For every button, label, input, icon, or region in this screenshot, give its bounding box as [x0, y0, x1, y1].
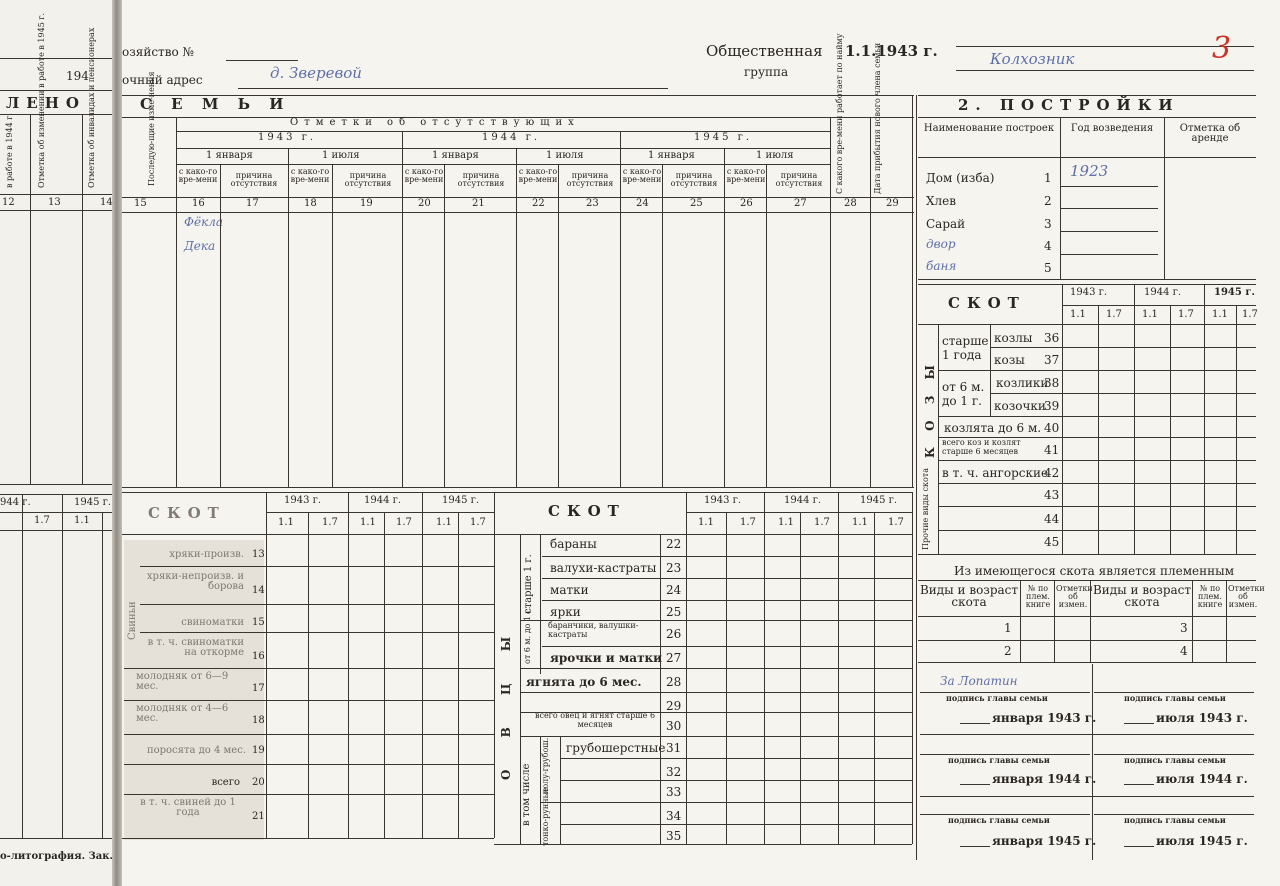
colnum-18: 18: [304, 198, 317, 209]
goat-row-41-label: всего коз и козлят старше 6 месяцев: [942, 438, 1021, 456]
building-4-name: двор: [926, 237, 956, 251]
left-colnum-14: 14: [100, 197, 113, 208]
since-label-6: с како-го вре-мени: [726, 167, 766, 184]
sheep-row-32-no: 32: [666, 765, 682, 779]
colnum-26: 26: [740, 198, 753, 209]
breeding-col-kind-1: Виды и возраст скота: [919, 583, 1019, 609]
sheep-side-label: О В Ц Ы: [499, 622, 513, 780]
period-jan-1943: 1 января: [206, 150, 253, 161]
period-jan-1944: 1 января: [432, 150, 479, 161]
hand-entry-2: Дека: [184, 239, 216, 253]
buildings-title: 2. ПОСТРОЙКИ: [958, 96, 1180, 114]
sheep-row-35-no: 35: [666, 829, 682, 843]
colnum-28: 28: [844, 198, 857, 209]
pig-row-20-label: всего: [211, 777, 240, 788]
breeding-col-book-2: № по плем. книге: [1197, 584, 1223, 609]
pigs-sub-4: 1.7: [396, 517, 412, 528]
pig-row-16-no: 16: [252, 651, 265, 662]
sheep-row-23-label: валухи-кастраты: [550, 561, 657, 575]
reason-label-5: причина отсутствия: [670, 171, 718, 188]
reason-label-2: причина отсутствия: [344, 171, 392, 188]
sheep-fine-label: тонко-рунные: [541, 787, 550, 846]
sheep-semi-label: полу-грубош.: [541, 737, 550, 794]
building-2-name: Хлев: [926, 194, 957, 208]
pig-row-19-no: 19: [252, 745, 265, 756]
colnum-29: 29: [886, 198, 899, 209]
colnum-15: 15: [134, 198, 147, 209]
pig-row-20-no: 20: [252, 777, 265, 788]
pig-row-18-label: молодняк от 4—6 мес.: [136, 703, 229, 724]
building-5-name: баня: [926, 259, 957, 273]
pig-row-21-no: 21: [252, 811, 265, 822]
left-colnum-12: 12: [2, 197, 15, 208]
sig-date-jan-1943: января 1943 г.: [992, 711, 1097, 725]
sig-date-jul-1943: июля 1943 г.: [1156, 711, 1248, 725]
pigs-sub-3: 1.1: [360, 517, 376, 528]
left-col-label-1: в работе в 1944 г.: [5, 113, 14, 188]
sheep-row-25-no: 25: [666, 605, 682, 619]
building-2-no: 2: [1044, 194, 1052, 208]
colnum-19: 19: [360, 198, 373, 209]
pigs-sub-6: 1.7: [470, 517, 486, 528]
sheep-row-29-no: 29: [666, 699, 682, 713]
pigs-year-1944: 1944 г.: [364, 495, 402, 506]
hand-entry-1: Фёкла: [184, 215, 224, 229]
colnum-17: 17: [246, 198, 259, 209]
sheep-sub-2: 1.7: [740, 517, 756, 528]
sig-label-2: подпись главы семьи: [1124, 693, 1226, 703]
breeding-col-mark-1: Отметки об измен.: [1056, 584, 1093, 609]
sheep-sub-1: 1.1: [698, 517, 714, 528]
farm-no-label: озяйство №: [122, 45, 194, 59]
colnum-25: 25: [690, 198, 703, 209]
building-5-no: 5: [1044, 261, 1052, 275]
hand-signature: За Лопатин: [940, 674, 1018, 688]
goat-row-40-label: козлята до 6 м.: [944, 421, 1042, 435]
goat-row-44-no: 44: [1044, 512, 1060, 526]
goats-sub-1: 1.1: [1070, 309, 1086, 320]
goat-row-42-no: 42: [1044, 466, 1060, 480]
buildings-col-lease: Отметка об аренде: [1179, 123, 1241, 144]
left-colnum-13: 13: [48, 197, 61, 208]
reason-label-4: причина отсутствия: [566, 171, 614, 188]
goat-row-41-no: 41: [1044, 443, 1060, 457]
sheep-row-26-no: 26: [666, 627, 682, 641]
sheep-sub-3: 1.1: [778, 517, 794, 528]
sheep-year-1944: 1944 г.: [784, 495, 822, 506]
colnum-24: 24: [636, 198, 649, 209]
sheep-year-1943: 1943 г.: [704, 495, 742, 506]
since-label-4: с како-го вре-мени: [518, 167, 558, 184]
goats-sub-3: 1.1: [1142, 309, 1158, 320]
pigs-sub-1: 1.1: [278, 517, 294, 528]
sheep-row-34-no: 34: [666, 809, 682, 823]
goats-sub-5: 1.1: [1212, 309, 1228, 320]
breeding-row-2: 2: [1004, 644, 1012, 658]
building-3-name: Сарай: [926, 217, 966, 231]
sheep-sub-4: 1.7: [814, 517, 830, 528]
buildings-col-name: Наименование построек: [923, 123, 1055, 134]
sig-date-jan-1945: января 1945 г.: [992, 834, 1097, 848]
goat-row-38-no: 38: [1044, 376, 1060, 390]
sig-date-jan-1944: января 1944 г.: [992, 772, 1097, 786]
goats-year-1945: 1945 г.: [1214, 287, 1255, 298]
pig-row-14-no: 14: [252, 585, 265, 596]
printer-note: о-литография. Зак.: [0, 851, 113, 862]
pig-row-15-no: 15: [252, 617, 265, 628]
left-year-1944: 944 г.: [0, 497, 31, 508]
since-label-2: с како-го вре-мени: [290, 167, 330, 184]
breeding-col-kind-2: Виды и возраст скота: [1092, 583, 1192, 609]
page-number: 3: [1212, 31, 1232, 66]
sheep-older-label: старше 1 г.: [523, 554, 534, 614]
sheep-row-28-label: ягнята до 6 мес.: [526, 675, 642, 689]
period-jan-1945: 1 января: [648, 150, 695, 161]
arrival-label: Дата прибытия нового члена семьи: [873, 42, 882, 194]
goats-sub-6: 1.7: [1242, 309, 1258, 320]
address-label: очный адрес: [122, 73, 203, 87]
address-value: д. Зверевой: [270, 64, 362, 82]
sig-label-3: подпись главы семьи: [948, 755, 1050, 765]
goats-sub-2: 1.7: [1106, 309, 1122, 320]
left-col-label-3: Отметка об инвалидах и пенсионерах: [87, 27, 96, 188]
sheep-incl-label: в том числе: [521, 763, 532, 826]
goats-year-1943: 1943 г.: [1070, 287, 1108, 298]
colnum-27: 27: [794, 198, 807, 209]
sheep-row-26-label: баранчики, валушки-кастраты: [548, 621, 639, 639]
goat-row-38-label: козлики: [996, 376, 1049, 390]
goat-row-43-no: 43: [1044, 488, 1060, 502]
goat-row-37-label: козы: [994, 353, 1025, 367]
left-sub-17: 1.7: [34, 515, 50, 526]
family-year-1944: 1944 г.: [482, 132, 541, 143]
colnum-23: 23: [586, 198, 599, 209]
sheep-sub-6: 1.7: [888, 517, 904, 528]
goat-row-40-no: 40: [1044, 421, 1060, 435]
sig-date-jul-1945: июля 1945 г.: [1156, 834, 1248, 848]
pig-row-13-label: хряки-произв.: [169, 549, 244, 560]
change-label: Последую-щие изме-нения: [147, 71, 156, 186]
goats-mid-label: от 6 м. до 1 г.: [942, 380, 985, 409]
group-value: Колхозник: [990, 50, 1075, 68]
left-title: ЛЕНО: [6, 94, 86, 112]
sheep-row-23-no: 23: [666, 561, 682, 575]
sheep-row-22-no: 22: [666, 537, 682, 551]
left-year-1945: 1945 г.: [74, 497, 112, 508]
sheep-year-1945: 1945 г.: [860, 495, 898, 506]
sig-label-6: подпись главы семьи: [1124, 815, 1226, 825]
sheep-row-24-label: матки: [550, 583, 589, 597]
pigs-year-1945: 1945 г.: [442, 495, 480, 506]
pigs-side-label: Свиньи: [127, 601, 138, 640]
breeding-col-book-1: № по плем. книге: [1025, 584, 1051, 609]
period-jul-1945: 1 июля: [756, 150, 794, 161]
breeding-row-1: 1: [1004, 621, 1012, 635]
year-left: 194: [66, 69, 89, 83]
pig-row-15-label: свиноматки: [181, 617, 244, 628]
hire-label: С какого вре-мени работает по найму: [835, 33, 844, 194]
sheep-row-31-label: грубошерстные: [566, 741, 666, 755]
building-1-name: Дом (изба): [926, 171, 995, 185]
breeding-row-3: 3: [1180, 621, 1188, 635]
pigs-sub-2: 1.7: [322, 517, 338, 528]
sheep-row-30-no: 30: [666, 719, 682, 733]
buildings-col-year: Год возведения: [1070, 123, 1154, 134]
pig-row-16-label: в т. ч. свиноматки на откорме: [147, 637, 244, 658]
pigs-year-1943: 1943 г.: [284, 495, 322, 506]
building-1-no: 1: [1044, 171, 1052, 185]
left-col-label-2: Отметка об изменении в работе в 1945 г.: [37, 12, 46, 188]
colnum-16: 16: [192, 198, 205, 209]
left-page: [0, 0, 118, 886]
colnum-22: 22: [532, 198, 545, 209]
family-title: С Е М Ь И: [140, 95, 291, 113]
sheep-row-27-label: ярочки и матки: [550, 651, 663, 665]
sig-label-4: подпись главы семьи: [1124, 755, 1226, 765]
period-jul-1944: 1 июля: [546, 150, 584, 161]
sheep-row-22-label: бараны: [550, 537, 597, 551]
header-date: 1.1.1943 г.: [845, 42, 938, 60]
goat-row-37-no: 37: [1044, 353, 1060, 367]
right-column-divider: [916, 95, 917, 860]
sig-label-5: подпись главы семьи: [948, 815, 1050, 825]
goat-row-42-label: в т. ч. ангорские: [942, 466, 1049, 480]
pig-row-18-no: 18: [252, 715, 265, 726]
absent-header: Отметки об отсутствующих: [290, 117, 580, 128]
since-label-3: с како-го вре-мени: [404, 167, 444, 184]
goat-row-45-no: 45: [1044, 535, 1060, 549]
reason-label-1: причина отсутствия: [230, 171, 278, 188]
sig-date-jul-1944: июля 1944 г.: [1156, 772, 1248, 786]
public-group-label: Общественная: [706, 42, 823, 60]
goats-sub-4: 1.7: [1178, 309, 1194, 320]
sheep-row-33-no: 33: [666, 785, 682, 799]
pigs-sub-5: 1.1: [436, 517, 452, 528]
book-spine: [112, 0, 122, 886]
sig-label-1: подпись главы семьи: [946, 693, 1048, 703]
left-sub-11: 1.1: [74, 515, 90, 526]
building-3-no: 3: [1044, 217, 1052, 231]
colnum-20: 20: [418, 198, 431, 209]
breeding-row-4: 4: [1180, 644, 1188, 658]
building-4-no: 4: [1044, 239, 1052, 253]
sheep-row-25-label: ярки: [550, 605, 581, 619]
period-jul-1943: 1 июля: [322, 150, 360, 161]
pig-row-14-label: хряки-непроизв. и борова: [146, 571, 244, 592]
sheep-row-24-no: 24: [666, 583, 682, 597]
goats-side-label: К О З Ы: [923, 359, 937, 458]
public-group-label-2: группа: [744, 65, 789, 79]
goat-row-36-no: 36: [1044, 331, 1060, 345]
pig-row-21-label: в т. ч. свиней до 1 года: [140, 797, 236, 818]
pig-row-13-no: 13: [252, 549, 265, 560]
goats-year-1944: 1944 г.: [1144, 287, 1182, 298]
colnum-21: 21: [472, 198, 485, 209]
since-label-5: с како-го вре-мени: [622, 167, 662, 184]
sheep-row-31-no: 31: [666, 741, 682, 755]
building-1-year: 1923: [1070, 162, 1109, 180]
goats-older-label: старше 1 года: [942, 334, 989, 363]
pig-row-17-no: 17: [252, 683, 265, 694]
sheep-mid-label: от 6 м. до 1 г.: [523, 606, 532, 664]
sheep-row-28-no: 28: [666, 675, 682, 689]
goat-row-39-no: 39: [1044, 399, 1060, 413]
goats-other-label: Прочие виды скота: [921, 468, 930, 550]
sheep-sub-5: 1.1: [852, 517, 868, 528]
breeding-col-mark-2: Отметки об измен.: [1228, 584, 1265, 609]
sheep-title: СКОТ: [548, 502, 626, 520]
breeding-title: Из имеющегося скота является племенным: [954, 564, 1235, 578]
family-year-1943: 1943 г.: [258, 132, 317, 143]
goat-row-36-label: козлы: [994, 331, 1033, 345]
reason-label-6: причина отсутствия: [775, 171, 823, 188]
sheep-row-27-no: 27: [666, 651, 682, 665]
reason-label-3: причина отсутствия: [457, 171, 505, 188]
goat-row-39-label: козочки: [994, 399, 1046, 413]
since-label-1: с како-го вре-мени: [178, 167, 218, 184]
sheep-row-30-label: всего овец и ягнят старше 6 месяцев: [534, 711, 656, 729]
family-year-1945: 1945 г.: [694, 132, 753, 143]
pig-row-17-label: молодняк от 6—9 мес.: [136, 671, 229, 692]
goats-title: СКОТ: [948, 294, 1026, 312]
pigs-title: СКОТ: [148, 504, 226, 522]
pig-row-19-label: поросята до 4 мес.: [146, 745, 246, 756]
